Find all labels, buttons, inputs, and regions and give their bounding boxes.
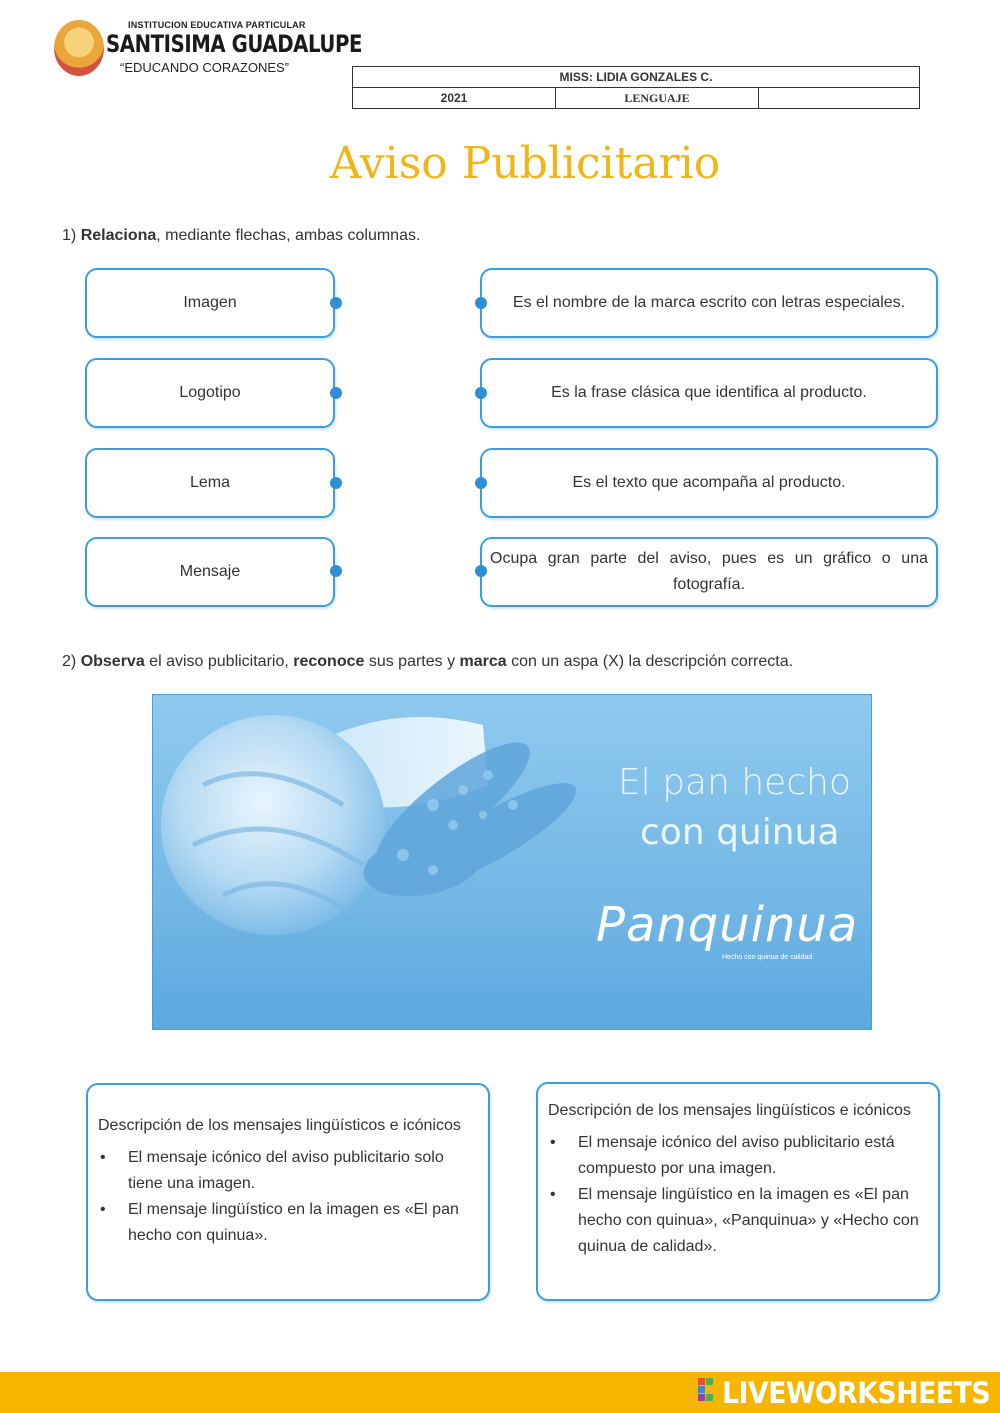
- advertisement-image: [152, 694, 872, 1030]
- option-box-left[interactable]: [86, 1083, 490, 1301]
- ad-headline-line1: El pan hecho: [618, 762, 851, 803]
- left-item-logotipo: Logotipo: [85, 358, 335, 428]
- q1-text: , mediante flechas, ambas columnas.: [156, 227, 421, 244]
- right-connector-dot[interactable]: [475, 565, 487, 577]
- right-connector-dot[interactable]: [475, 297, 487, 309]
- left-item-imagen: Imagen: [85, 268, 335, 338]
- q2-text: sus partes y: [364, 653, 460, 670]
- subject-cell: LENGUAJE: [556, 88, 759, 109]
- q2-text: con un aspa (X) la descripción correcta.: [506, 653, 794, 670]
- school-logo: [54, 20, 104, 76]
- teacher-cell: MISS: LIDIA GONZALES C.: [353, 67, 920, 88]
- bread-illustration: [153, 695, 872, 1030]
- blank-cell: [759, 88, 920, 109]
- option-box-right[interactable]: [536, 1082, 940, 1301]
- liveworksheets-brand[interactable]: LIVEWORKSHEETS: [722, 1376, 991, 1410]
- page-title: Aviso Publicitario: [329, 138, 721, 189]
- ad-slogan: Hecho con quinua de calidad.: [722, 954, 815, 961]
- ad-headline-line2: con quinua: [640, 812, 840, 853]
- right-item-2: Es la frase clásica que identifica al producto.: [480, 358, 938, 428]
- right-connector-dot[interactable]: [475, 477, 487, 489]
- q1-keyword: Relaciona: [80, 227, 157, 244]
- ad-brand-logo: Panquinua: [596, 897, 859, 953]
- right-item-3: Es el texto que acompaña al producto.: [480, 448, 938, 518]
- option-bullet: • El mensaje lingüístico en la imagen es «El pan hecho con quinua», «Panquinua» y «Hecho con quinua de calidad».: [576, 1182, 928, 1260]
- q2-text: el aviso publicitario,: [144, 653, 294, 670]
- left-connector-dot[interactable]: [330, 297, 342, 309]
- q1-number: 1): [62, 227, 77, 244]
- q2-keyword-marca: marca: [459, 653, 507, 670]
- left-item-lema: Lema: [85, 448, 335, 518]
- question-2-instruction: [62, 653, 793, 671]
- option-bullet: • El mensaje icónico del aviso publicitario está compuesto por una imagen.: [576, 1130, 928, 1182]
- q2-keyword-reconoce: reconoce: [293, 653, 365, 670]
- school-name: SANTISIMA GUADALUPE: [106, 30, 363, 58]
- right-connector-dot[interactable]: [475, 387, 487, 399]
- year-cell: 2021: [353, 88, 556, 109]
- option-bullet: • El mensaje lingüístico en la imagen es «El pan hecho con quinua».: [126, 1197, 478, 1249]
- question-1-instruction: [62, 227, 420, 245]
- school-type: INSTITUCION EDUCATIVA PARTICULAR: [128, 20, 306, 30]
- left-connector-dot[interactable]: [330, 565, 342, 577]
- right-item-4: Ocupa gran parte del aviso, pues es un gráfico o una fotografía.: [480, 537, 938, 607]
- option-heading: Descripción de los mensajes lingüísticos e icónicos: [548, 1102, 911, 1119]
- round-bread-shape: [161, 715, 385, 935]
- liveworksheets-logo-icon: [698, 1378, 720, 1408]
- left-item-mensaje: Mensaje: [85, 537, 335, 607]
- left-connector-dot[interactable]: [330, 387, 342, 399]
- q2-keyword-observa: Observa: [80, 653, 145, 670]
- right-item-1: Es el nombre de la marca escrito con letras especiales.: [480, 268, 938, 338]
- option-bullet: • El mensaje icónico del aviso publicitario solo tiene una imagen.: [126, 1145, 478, 1197]
- left-connector-dot[interactable]: [330, 477, 342, 489]
- school-motto: “EDUCANDO CORAZONES”: [120, 60, 290, 75]
- info-table: [352, 66, 920, 109]
- option-heading: Descripción de los mensajes lingüísticos e icónicos: [98, 1117, 461, 1134]
- q2-number: 2): [62, 653, 77, 670]
